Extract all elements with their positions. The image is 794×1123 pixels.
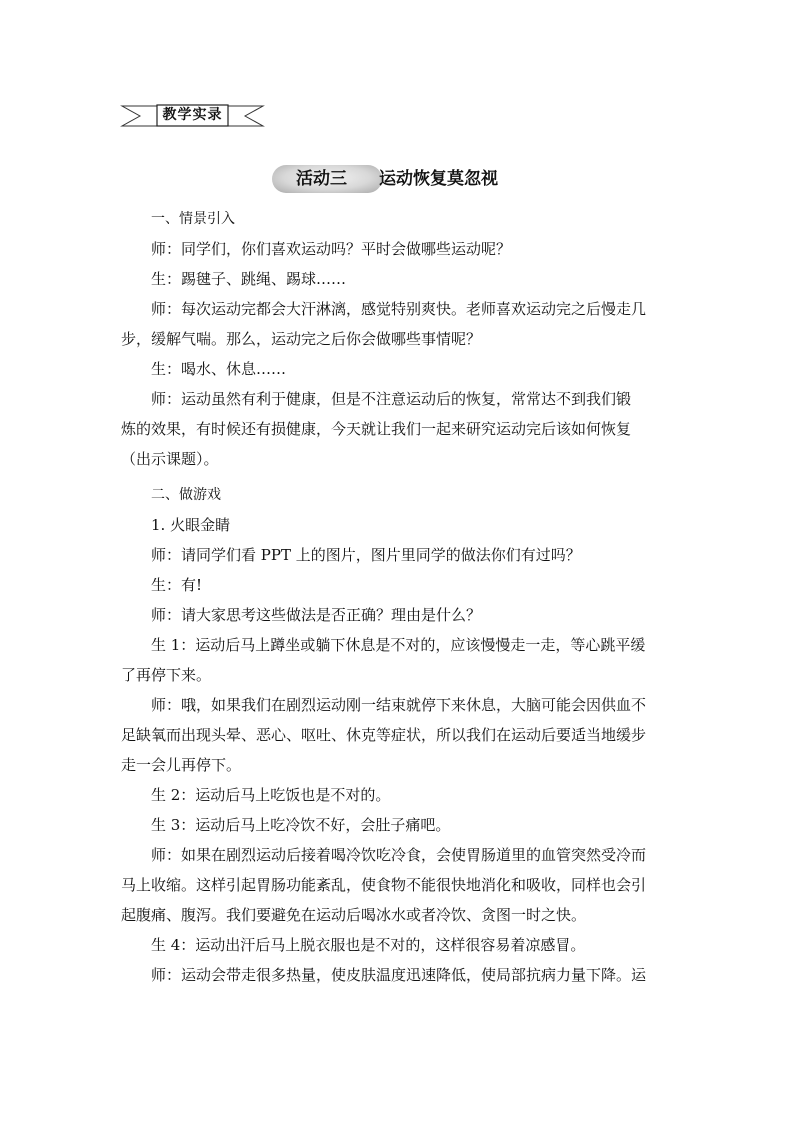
dialogue-line: 走一会儿再停下。 xyxy=(121,756,242,774)
dialogue-line: 师：运动虽然有利于健康，但是不注意运动后的恢复，常常达不到我们锻 xyxy=(151,390,632,408)
subsection-heading: 1. 火眼金睛 xyxy=(151,516,231,534)
dialogue-line: 生 1：运动后马上蹲坐或躺下休息是不对的，应该慢慢走一走，等心跳平缓 xyxy=(151,636,646,654)
dialogue-line: 师：如果在剧烈运动后接着喝冷饮吃冷食，会使胃肠道里的血管突然受冷而 xyxy=(151,846,647,864)
dialogue-line: 生 4：运动出汗后马上脱衣服也是不对的，这样很容易着凉感冒。 xyxy=(151,936,586,954)
dialogue-line: 生：踢毽子、跳绳、踢球…… xyxy=(151,270,347,288)
dialogue-line: 步，缓解气喘。那么，运动完之后你会做哪些事情呢？ xyxy=(121,330,482,348)
dialogue-line: 师：请大家思考这些做法是否正确？理由是什么？ xyxy=(151,606,482,624)
dialogue-line: 师：每次运动完都会大汗淋漓，感觉特别爽快。老师喜欢运动完之后慢走几 xyxy=(151,300,647,318)
dialogue-line: 师：请同学们看 PPT 上的图片，图片里同学的做法你们有过吗？ xyxy=(151,546,581,564)
banner-label: 教学实录 xyxy=(162,107,223,123)
dialogue-line: 起腹痛、腹泻。我们要避免在运动后喝冰水或者冷饮、贪图一时之快。 xyxy=(121,906,587,924)
dialogue-line: 师：同学们，你们喜欢运动吗？平时会做哪些运动呢？ xyxy=(151,240,512,258)
dialogue-line: 生：有! xyxy=(151,576,203,594)
dialogue-line: （出示课题）。 xyxy=(121,450,219,468)
dialogue-line: 师：运动会带走很多热量，使皮肤温度迅速降低，使局部抗病力量下降。运 xyxy=(151,966,647,984)
dialogue-line: 生 2：运动后马上吃饭也是不对的。 xyxy=(151,786,391,804)
activity-number: 活动三 xyxy=(296,169,347,189)
dialogue-line: 马上收缩。这样引起胃肠功能紊乱，使食物不能很快地消化和吸收，同样也会引 xyxy=(121,876,647,894)
section-heading: 一、情景引入 xyxy=(151,211,235,227)
dialogue-line: 炼的效果，有时候还有损健康，今天就让我们一起来研究运动完后该如何恢复 xyxy=(121,420,632,438)
dialogue-line: 师：哦，如果我们在剧烈运动刚一结束就停下来休息，大脑可能会因供血不 xyxy=(151,696,647,714)
section-banner xyxy=(120,102,265,130)
activity-title: 运动恢复莫忽视 xyxy=(379,169,498,189)
dialogue-line: 了再停下来。 xyxy=(121,666,212,684)
dialogue-line: 生 3：运动后马上吃冷饮不好，会肚子痛吧。 xyxy=(151,816,451,834)
section-heading: 二、做游戏 xyxy=(151,487,221,503)
dialogue-line: 生：喝水、休息…… xyxy=(151,360,287,378)
dialogue-line: 足缺氧而出现头晕、恶心、呕吐、休克等症状，所以我们在运动后要适当地缓步 xyxy=(121,726,647,744)
lesson-transcript xyxy=(121,204,677,990)
